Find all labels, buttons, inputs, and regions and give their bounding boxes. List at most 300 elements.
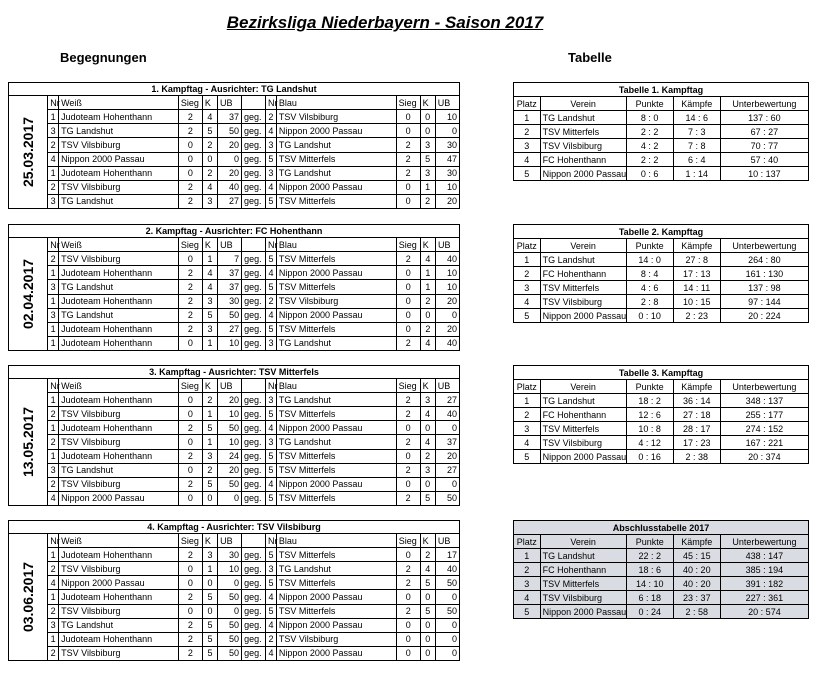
standings-cell: TSV Mitterfels: [540, 577, 626, 591]
match-cell: 0: [396, 449, 420, 463]
standings-row: [514, 591, 809, 605]
match-cell: 10: [435, 110, 459, 124]
match-cell: 0: [396, 322, 420, 336]
match-cell: 5: [266, 604, 277, 618]
standings-cell: 4 : 12: [626, 436, 673, 450]
match-cell: TSV Mitterfels: [276, 576, 396, 590]
match-cell: 5: [265, 449, 276, 463]
match-cell: TSV Mitterfels: [276, 322, 396, 336]
match-cell: 10: [435, 266, 459, 280]
match-cell: 2: [178, 590, 202, 604]
standings-cell: FC Hohenthann: [540, 408, 626, 422]
match-cell: geg.: [242, 166, 266, 180]
match-cell: geg.: [242, 124, 266, 138]
standings-cell: 161 : 130: [720, 267, 808, 281]
match-cell: TSV Mitterfels: [276, 463, 396, 477]
match-cell: TSV Vilsbiburg: [59, 435, 179, 449]
standings-header-platz: Platz: [514, 535, 541, 549]
standings-row: [514, 167, 809, 181]
match-cell: TG Landshut: [276, 138, 396, 152]
match-cell: 0: [178, 336, 202, 350]
standings-cell: 8 : 4: [626, 267, 673, 281]
match-cell: 20: [218, 393, 242, 407]
match-cell: 1: [48, 632, 59, 646]
match-cell: Nippon 2000 Passau: [59, 491, 179, 505]
match-cell: 5: [265, 194, 276, 208]
match-cell: 4: [48, 576, 59, 590]
header-blank: [242, 96, 266, 110]
match-cell: 2: [420, 194, 435, 208]
match-cell: 50: [218, 646, 242, 660]
match-cell: 4: [420, 336, 435, 350]
match-cell: 0: [420, 632, 435, 646]
match-cell: 4: [266, 308, 277, 322]
match-cell: 0: [396, 308, 420, 322]
match-cell: 0: [396, 632, 420, 646]
match-cell: geg.: [242, 180, 266, 194]
match-cell: 3: [48, 280, 59, 294]
match-row: [9, 548, 460, 562]
standings-cell: 348 : 137: [720, 394, 808, 408]
header-nr2: Nr: [266, 534, 277, 548]
match-cell: 50: [435, 491, 459, 505]
match-cell: 0: [178, 393, 202, 407]
match-cell: 0: [202, 491, 217, 505]
match-cell: geg.: [242, 336, 266, 350]
standings-cell: 1: [514, 111, 541, 125]
header-nr2: Nr: [265, 96, 276, 110]
match-cell: 4: [420, 252, 435, 266]
standings-cell: 1: [514, 549, 541, 563]
match-cell: 10: [218, 562, 242, 576]
match-cell: 0: [420, 421, 435, 435]
match-cell: 2: [178, 548, 202, 562]
header-nr2: Nr: [266, 238, 277, 252]
match-cell: 2: [178, 180, 202, 194]
match-cell: TSV Vilsbiburg: [59, 604, 179, 618]
match-cell: 5: [265, 491, 276, 505]
match-cell: TSV Mitterfels: [276, 604, 396, 618]
standings-cell: 4: [514, 153, 541, 167]
standings-cell: 2: [514, 563, 541, 577]
match-cell: 1: [420, 180, 435, 194]
standings-cell: 40 : 20: [673, 577, 720, 591]
header-sieg2: Sieg: [396, 534, 420, 548]
standings-cell: 3: [514, 422, 541, 436]
match-cell: 10: [218, 407, 242, 421]
standings-header-ub: Unterbewertung: [720, 535, 808, 549]
match-row: [9, 618, 460, 632]
match-row: [9, 646, 460, 660]
match-cell: TSV Mitterfels: [276, 407, 396, 421]
match-cell: Nippon 2000 Passau: [276, 477, 396, 491]
standings-cell: 7 : 8: [673, 139, 720, 153]
match-cell: Judoteam Hohenthann: [59, 110, 179, 124]
standings-header-punkte: Punkte: [626, 97, 673, 111]
standings-cell: 67 : 27: [720, 125, 808, 139]
standings-cell: 2: [514, 408, 541, 422]
standings-cell: 57 : 40: [720, 153, 808, 167]
match-cell: 2: [48, 252, 59, 266]
header-weiss: Weiß: [59, 238, 179, 252]
match-cell: 27: [435, 463, 459, 477]
match-cell: geg.: [242, 590, 266, 604]
standings-cell: Nippon 2000 Passau: [540, 450, 626, 464]
match-cell: 0: [178, 166, 202, 180]
match-cell: 3: [202, 294, 217, 308]
match-cell: 1: [48, 322, 59, 336]
match-cell: 0: [435, 618, 459, 632]
match-cell: 40: [435, 562, 459, 576]
match-cell: TSV Vilsbiburg: [59, 252, 179, 266]
kampftag-date: [9, 379, 48, 506]
match-cell: 5: [266, 322, 277, 336]
match-row: [9, 124, 460, 138]
match-cell: 4: [265, 124, 276, 138]
standings-cell: 385 : 194: [720, 563, 808, 577]
match-cell: 2: [178, 618, 202, 632]
match-cell: 5: [202, 308, 217, 322]
standings-cell: 40 : 20: [673, 563, 720, 577]
match-cell: 2: [396, 576, 420, 590]
standings-cell: 2 : 2: [626, 153, 673, 167]
kampftag-date: [9, 534, 48, 661]
match-cell: Nippon 2000 Passau: [276, 308, 396, 322]
standings-cell: 391 : 182: [720, 577, 808, 591]
match-cell: 4: [266, 646, 277, 660]
match-cell: TSV Mitterfels: [276, 491, 396, 505]
match-cell: 17: [435, 548, 459, 562]
match-cell: 37: [218, 280, 242, 294]
match-cell: 3: [48, 463, 59, 477]
standings-table: [513, 82, 809, 181]
match-cell: 24: [218, 449, 242, 463]
match-cell: 2: [48, 180, 59, 194]
match-cell: 2: [265, 110, 276, 124]
match-cell: geg.: [242, 421, 266, 435]
standings-cell: 20 : 374: [720, 450, 808, 464]
header-sieg2: Sieg: [396, 238, 420, 252]
standings-cell: 274 : 152: [720, 422, 808, 436]
match-cell: 50: [435, 576, 459, 590]
header-nr: Nr: [48, 534, 59, 548]
match-row: [9, 336, 460, 350]
match-cell: geg.: [242, 491, 266, 505]
match-cell: 2: [420, 548, 435, 562]
match-cell: 0: [420, 477, 435, 491]
match-cell: 2: [396, 138, 420, 152]
kampftag-table: [8, 224, 460, 351]
match-cell: 5: [202, 646, 217, 660]
match-cell: 1: [202, 562, 217, 576]
match-cell: 5: [202, 590, 217, 604]
match-row: [9, 322, 460, 336]
standings-cell: 3: [514, 577, 541, 591]
match-cell: 2: [202, 393, 217, 407]
match-cell: 0: [178, 252, 202, 266]
match-row: [9, 110, 460, 124]
match-cell: 2: [396, 463, 420, 477]
standings-row: [514, 605, 809, 619]
match-cell: 0: [218, 491, 242, 505]
match-cell: 10: [435, 280, 459, 294]
match-cell: 1: [48, 294, 59, 308]
match-cell: 5: [202, 421, 217, 435]
standings-header-ub: Unterbewertung: [720, 380, 808, 394]
match-cell: 1: [420, 280, 435, 294]
standings-header-ub: Unterbewertung: [720, 97, 808, 111]
match-cell: 4: [265, 180, 276, 194]
match-cell: Nippon 2000 Passau: [59, 152, 179, 166]
match-cell: TSV Vilsbiburg: [59, 180, 179, 194]
match-row: [9, 280, 460, 294]
match-row: [9, 266, 460, 280]
standings-cell: 17 : 13: [673, 267, 720, 281]
header-blau: Blau: [276, 238, 396, 252]
standings-cell: 1: [514, 394, 541, 408]
match-cell: 0: [396, 548, 420, 562]
header-blank: [242, 379, 266, 393]
match-cell: 50: [218, 590, 242, 604]
kampftag-title: 2. Kampftag - Ausrichter: FC Hohenthann: [9, 225, 460, 238]
match-cell: geg.: [242, 618, 266, 632]
match-cell: TSV Vilsbiburg: [59, 646, 179, 660]
match-cell: geg.: [242, 576, 266, 590]
match-cell: 50: [218, 308, 242, 322]
standings-cell: TG Landshut: [540, 394, 626, 408]
match-cell: Judoteam Hohenthann: [59, 590, 179, 604]
match-cell: TSV Vilsbiburg: [276, 110, 396, 124]
standings-row: [514, 153, 809, 167]
date-label: 03.06.2017: [20, 561, 37, 633]
match-cell: 2: [396, 252, 420, 266]
match-cell: geg.: [242, 632, 266, 646]
standings-header-kaempfe: Kämpfe: [673, 535, 720, 549]
standings-header-verein: Verein: [540, 535, 626, 549]
match-cell: 2: [48, 562, 59, 576]
standings-row: [514, 281, 809, 295]
standings-cell: 2 : 2: [626, 125, 673, 139]
match-cell: 1: [202, 435, 217, 449]
match-cell: Judoteam Hohenthann: [59, 322, 179, 336]
standings-cell: FC Hohenthann: [540, 267, 626, 281]
match-cell: Nippon 2000 Passau: [276, 618, 396, 632]
standings-cell: 10 : 8: [626, 422, 673, 436]
match-cell: 0: [202, 576, 217, 590]
match-cell: 1: [48, 393, 59, 407]
match-row: [9, 576, 460, 590]
match-cell: 37: [218, 110, 242, 124]
match-cell: 47: [435, 152, 459, 166]
match-cell: 1: [420, 266, 435, 280]
match-cell: 2: [178, 322, 202, 336]
standings-row: [514, 111, 809, 125]
match-cell: geg.: [242, 548, 266, 562]
match-cell: 2: [396, 491, 420, 505]
match-cell: 5: [202, 618, 217, 632]
match-cell: 3: [202, 449, 217, 463]
standings-row: [514, 295, 809, 309]
match-cell: geg.: [242, 308, 266, 322]
match-cell: geg.: [242, 252, 266, 266]
match-cell: 30: [435, 166, 459, 180]
match-cell: 5: [202, 124, 217, 138]
standings-row: [514, 422, 809, 436]
standings-cell: Nippon 2000 Passau: [540, 167, 626, 181]
standings-cell: 14 : 6: [673, 111, 720, 125]
match-cell: 20: [435, 449, 459, 463]
match-cell: 2: [396, 336, 420, 350]
match-cell: 1: [48, 548, 59, 562]
match-cell: 0: [218, 152, 242, 166]
match-cell: Judoteam Hohenthann: [59, 548, 179, 562]
match-cell: 27: [218, 322, 242, 336]
match-cell: 3: [48, 194, 59, 208]
header-blau: Blau: [276, 379, 396, 393]
standings-header-punkte: Punkte: [626, 239, 673, 253]
standings-cell: 2 : 58: [673, 605, 720, 619]
match-cell: 2: [420, 449, 435, 463]
match-cell: 2: [420, 294, 435, 308]
header-ub: UB: [218, 379, 242, 393]
standings-cell: TG Landshut: [540, 111, 626, 125]
match-cell: 20: [218, 138, 242, 152]
standings-cell: 27 : 18: [673, 408, 720, 422]
match-cell: TG Landshut: [59, 308, 179, 322]
match-cell: 37: [435, 435, 459, 449]
match-cell: 2: [178, 421, 202, 435]
standings-cell: 0 : 6: [626, 167, 673, 181]
standings-header-platz: Platz: [514, 380, 541, 394]
match-cell: 2: [48, 477, 59, 491]
standings-cell: Nippon 2000 Passau: [540, 605, 626, 619]
match-cell: geg.: [242, 294, 266, 308]
match-cell: 0: [178, 463, 202, 477]
match-cell: Nippon 2000 Passau: [276, 421, 396, 435]
standings-title: Abschlusstabelle 2017: [514, 521, 809, 535]
header-ub2: UB: [435, 379, 459, 393]
match-cell: 2: [202, 463, 217, 477]
standings-cell: 167 : 221: [720, 436, 808, 450]
match-cell: geg.: [242, 435, 266, 449]
match-cell: Judoteam Hohenthann: [59, 166, 179, 180]
match-cell: 3: [420, 166, 435, 180]
standings-cell: 0 : 24: [626, 605, 673, 619]
match-cell: 50: [218, 632, 242, 646]
match-cell: geg.: [242, 138, 266, 152]
match-cell: 2: [396, 152, 420, 166]
match-cell: 10: [435, 180, 459, 194]
standings-cell: FC Hohenthann: [540, 563, 626, 577]
match-cell: 4: [420, 562, 435, 576]
standings-cell: 12 : 6: [626, 408, 673, 422]
standings-row: [514, 394, 809, 408]
header-sieg: Sieg: [178, 534, 202, 548]
match-cell: 0: [420, 590, 435, 604]
standings-row: [514, 563, 809, 577]
standings-cell: 137 : 60: [720, 111, 808, 125]
standings-row: [514, 253, 809, 267]
match-cell: 2: [266, 632, 277, 646]
standings-cell: 137 : 98: [720, 281, 808, 295]
match-cell: 4: [202, 180, 217, 194]
match-cell: Judoteam Hohenthann: [59, 421, 179, 435]
standings-cell: 0 : 16: [626, 450, 673, 464]
standings-cell: 97 : 144: [720, 295, 808, 309]
standings-cell: 20 : 574: [720, 605, 808, 619]
match-cell: 3: [48, 124, 59, 138]
match-cell: geg.: [242, 152, 266, 166]
header-k: K: [202, 379, 217, 393]
standings-cell: 255 : 177: [720, 408, 808, 422]
kampftag-table: [8, 82, 460, 209]
match-row: [9, 308, 460, 322]
kampftag-table: [8, 520, 460, 661]
match-row: [9, 562, 460, 576]
match-cell: 4: [202, 110, 217, 124]
match-row: [9, 152, 460, 166]
match-cell: 50: [218, 477, 242, 491]
match-cell: 2: [178, 449, 202, 463]
standings-header-punkte: Punkte: [626, 535, 673, 549]
match-row: [9, 449, 460, 463]
standings-row: [514, 436, 809, 450]
match-cell: 50: [435, 604, 459, 618]
header-ub: UB: [218, 96, 242, 110]
match-cell: 0: [396, 124, 420, 138]
standings-cell: 14 : 11: [673, 281, 720, 295]
header-nr: Nr: [48, 96, 59, 110]
header-sieg2: Sieg: [396, 379, 420, 393]
match-cell: 2: [178, 194, 202, 208]
kampftag-date: [9, 96, 48, 209]
match-cell: 2: [396, 393, 420, 407]
match-cell: 2: [178, 280, 202, 294]
match-cell: 0: [396, 477, 420, 491]
standings-cell: 1 : 14: [673, 167, 720, 181]
match-cell: TSV Mitterfels: [276, 194, 396, 208]
header-ub2: UB: [435, 534, 459, 548]
match-cell: Judoteam Hohenthann: [59, 336, 179, 350]
match-cell: 2: [178, 124, 202, 138]
match-cell: Nippon 2000 Passau: [276, 646, 396, 660]
match-cell: 10: [218, 435, 242, 449]
match-cell: 2: [396, 435, 420, 449]
match-cell: 3: [48, 618, 59, 632]
match-row: [9, 463, 460, 477]
match-cell: TG Landshut: [59, 618, 179, 632]
match-cell: 5: [202, 632, 217, 646]
match-cell: 5: [420, 604, 435, 618]
header-blank: [242, 534, 266, 548]
match-cell: Nippon 2000 Passau: [276, 180, 396, 194]
match-cell: geg.: [242, 280, 266, 294]
standings-cell: 22 : 2: [626, 549, 673, 563]
match-cell: 0: [178, 576, 202, 590]
standings-cell: 5: [514, 167, 541, 181]
standings-cell: 20 : 224: [720, 309, 808, 323]
match-cell: Judoteam Hohenthann: [59, 393, 179, 407]
match-cell: 0: [435, 421, 459, 435]
match-cell: 0: [178, 562, 202, 576]
match-cell: TSV Mitterfels: [276, 152, 396, 166]
match-row: [9, 294, 460, 308]
match-cell: 37: [218, 266, 242, 280]
match-cell: 1: [202, 336, 217, 350]
match-cell: geg.: [242, 477, 266, 491]
standings-cell: TSV Mitterfels: [540, 281, 626, 295]
standings-cell: TSV Vilsbiburg: [540, 436, 626, 450]
